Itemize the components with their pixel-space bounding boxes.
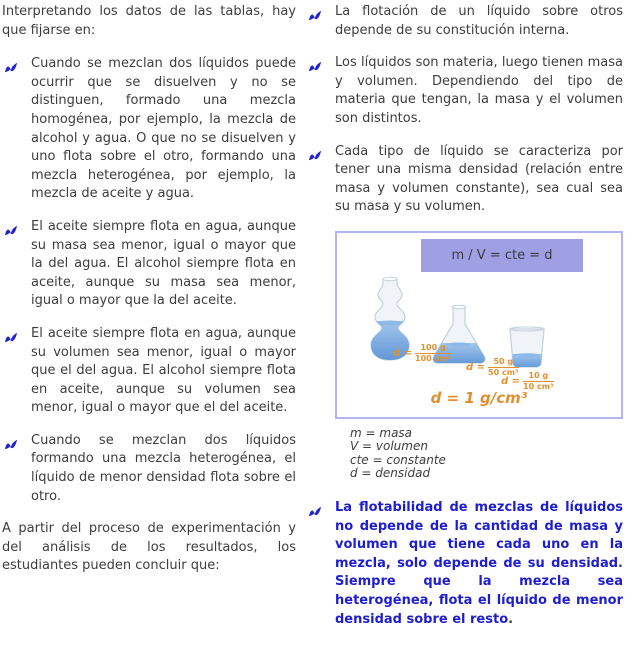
density-prefix: d = bbox=[466, 361, 486, 373]
period: . bbox=[618, 555, 623, 571]
formula-box: m / V = cte = d bbox=[421, 239, 583, 272]
bullet-text: Cada tipo de líquido se caracteriza por tener una misma densidad (relación entre masa y volumen constante), sea cual sea su masa y su volumen. bbox=[335, 143, 623, 215]
flasks-illustration bbox=[337, 269, 621, 369]
conclusion-bullet bbox=[308, 499, 623, 629]
bullet-item bbox=[2, 55, 296, 204]
intro-paragraph: Interpretando los datos de las tablas, hay que fijarse en: bbox=[2, 4, 296, 38]
column-gap bbox=[296, 3, 308, 647]
arrow-bullet-icon bbox=[308, 503, 322, 629]
right-column bbox=[308, 3, 623, 647]
density-prefix: d = bbox=[501, 375, 521, 387]
density-figure bbox=[335, 231, 623, 419]
bullet-text: Cuando se mezclan dos líquidos puede ocurrir que se disuelven y no se distinguen, formado una mezcla homogénea, por ejemplo, la mezcla de alcohol y agua. O que no se disuelven y uno flota sobre el otro, formando una mezcla heterogénea, por ejemplo, la mezcla de aceite y agua. bbox=[31, 56, 296, 202]
bullet-text: La flotación de un líquido sobre otros depende de su constitución interna. bbox=[335, 4, 623, 38]
conclusion-text bbox=[335, 499, 623, 629]
fraction: $\frac{50 g}{\text{50 cm³}}$ bbox=[488, 356, 519, 377]
left-column bbox=[2, 3, 296, 647]
arrow-bullet-icon bbox=[308, 7, 322, 40]
bullet-text: Cuando se mezclan dos líquidos formando una mezcla heterogénea, el líquido de menor densidad flota sobre el otro. bbox=[31, 432, 296, 504]
figure-legend bbox=[350, 427, 623, 481]
density-prefix: d = bbox=[393, 347, 413, 359]
density-result: d = 1 g/cm³ bbox=[430, 388, 528, 407]
bullet-item bbox=[308, 54, 623, 128]
bullet-text: Los líquidos son materia, luego tienen masa y volumen. Dependiendo del tipo de materia que tengan, la masa y el volumen son distintos. bbox=[335, 55, 623, 126]
conclusion-sentence-1: La flotabilidad de mezclas de líquidos no depende de la cantidad de masa y volumen que tiene cada uno en la mezcla, solo depende de su densidad bbox=[335, 499, 623, 571]
arrow-bullet-icon bbox=[4, 59, 18, 204]
legend-line: d = densidad bbox=[350, 466, 431, 481]
bullet-item bbox=[2, 218, 296, 311]
legend-line: m = masa bbox=[350, 425, 413, 440]
arrow-bullet-icon bbox=[308, 58, 322, 128]
legend-line: V = volumen bbox=[350, 439, 428, 454]
arrow-bullet-icon bbox=[4, 436, 18, 506]
bullet-text: El aceite siempre flota en agua, aunque su volumen sea menor, igual o mayor que el del agua. El alcohol siempre flota en aceite, aunque su volumen sea menor, igual o mayor que el del aceite. bbox=[31, 325, 296, 416]
arrow-bullet-icon bbox=[4, 222, 18, 311]
period: . bbox=[508, 611, 514, 627]
bullet-item bbox=[308, 143, 623, 217]
bullet-text: El aceite siempre flota en agua, aunque su masa sea menor, igual o mayor que la del agua. El alcohol siempre flota en aceite, aunque su masa sea menor, igual o mayor que la del aceite. bbox=[31, 218, 296, 309]
outro-paragraph: A partir del proceso de experimentación y del análisis de los resultados, los estudiantes pueden concluir que: bbox=[2, 521, 296, 574]
conclusion-sentence-2: Siempre que la mezcla sea heterogénea, flota el líquido de menor densidad sobre el resto bbox=[335, 574, 623, 627]
legend-line: cte = constante bbox=[350, 452, 446, 467]
bullet-item bbox=[2, 325, 296, 418]
fraction: $\frac{10 g}{\text{10 cm³}}$ bbox=[523, 370, 554, 391]
density-label-100 bbox=[393, 343, 451, 364]
bullet-item bbox=[2, 432, 296, 506]
arrow-bullet-icon bbox=[4, 329, 18, 418]
bullet-item bbox=[308, 3, 623, 40]
fraction: $\frac{100 g}{\text{100 cm³}}$ bbox=[415, 342, 452, 363]
arrow-bullet-icon bbox=[308, 147, 322, 217]
